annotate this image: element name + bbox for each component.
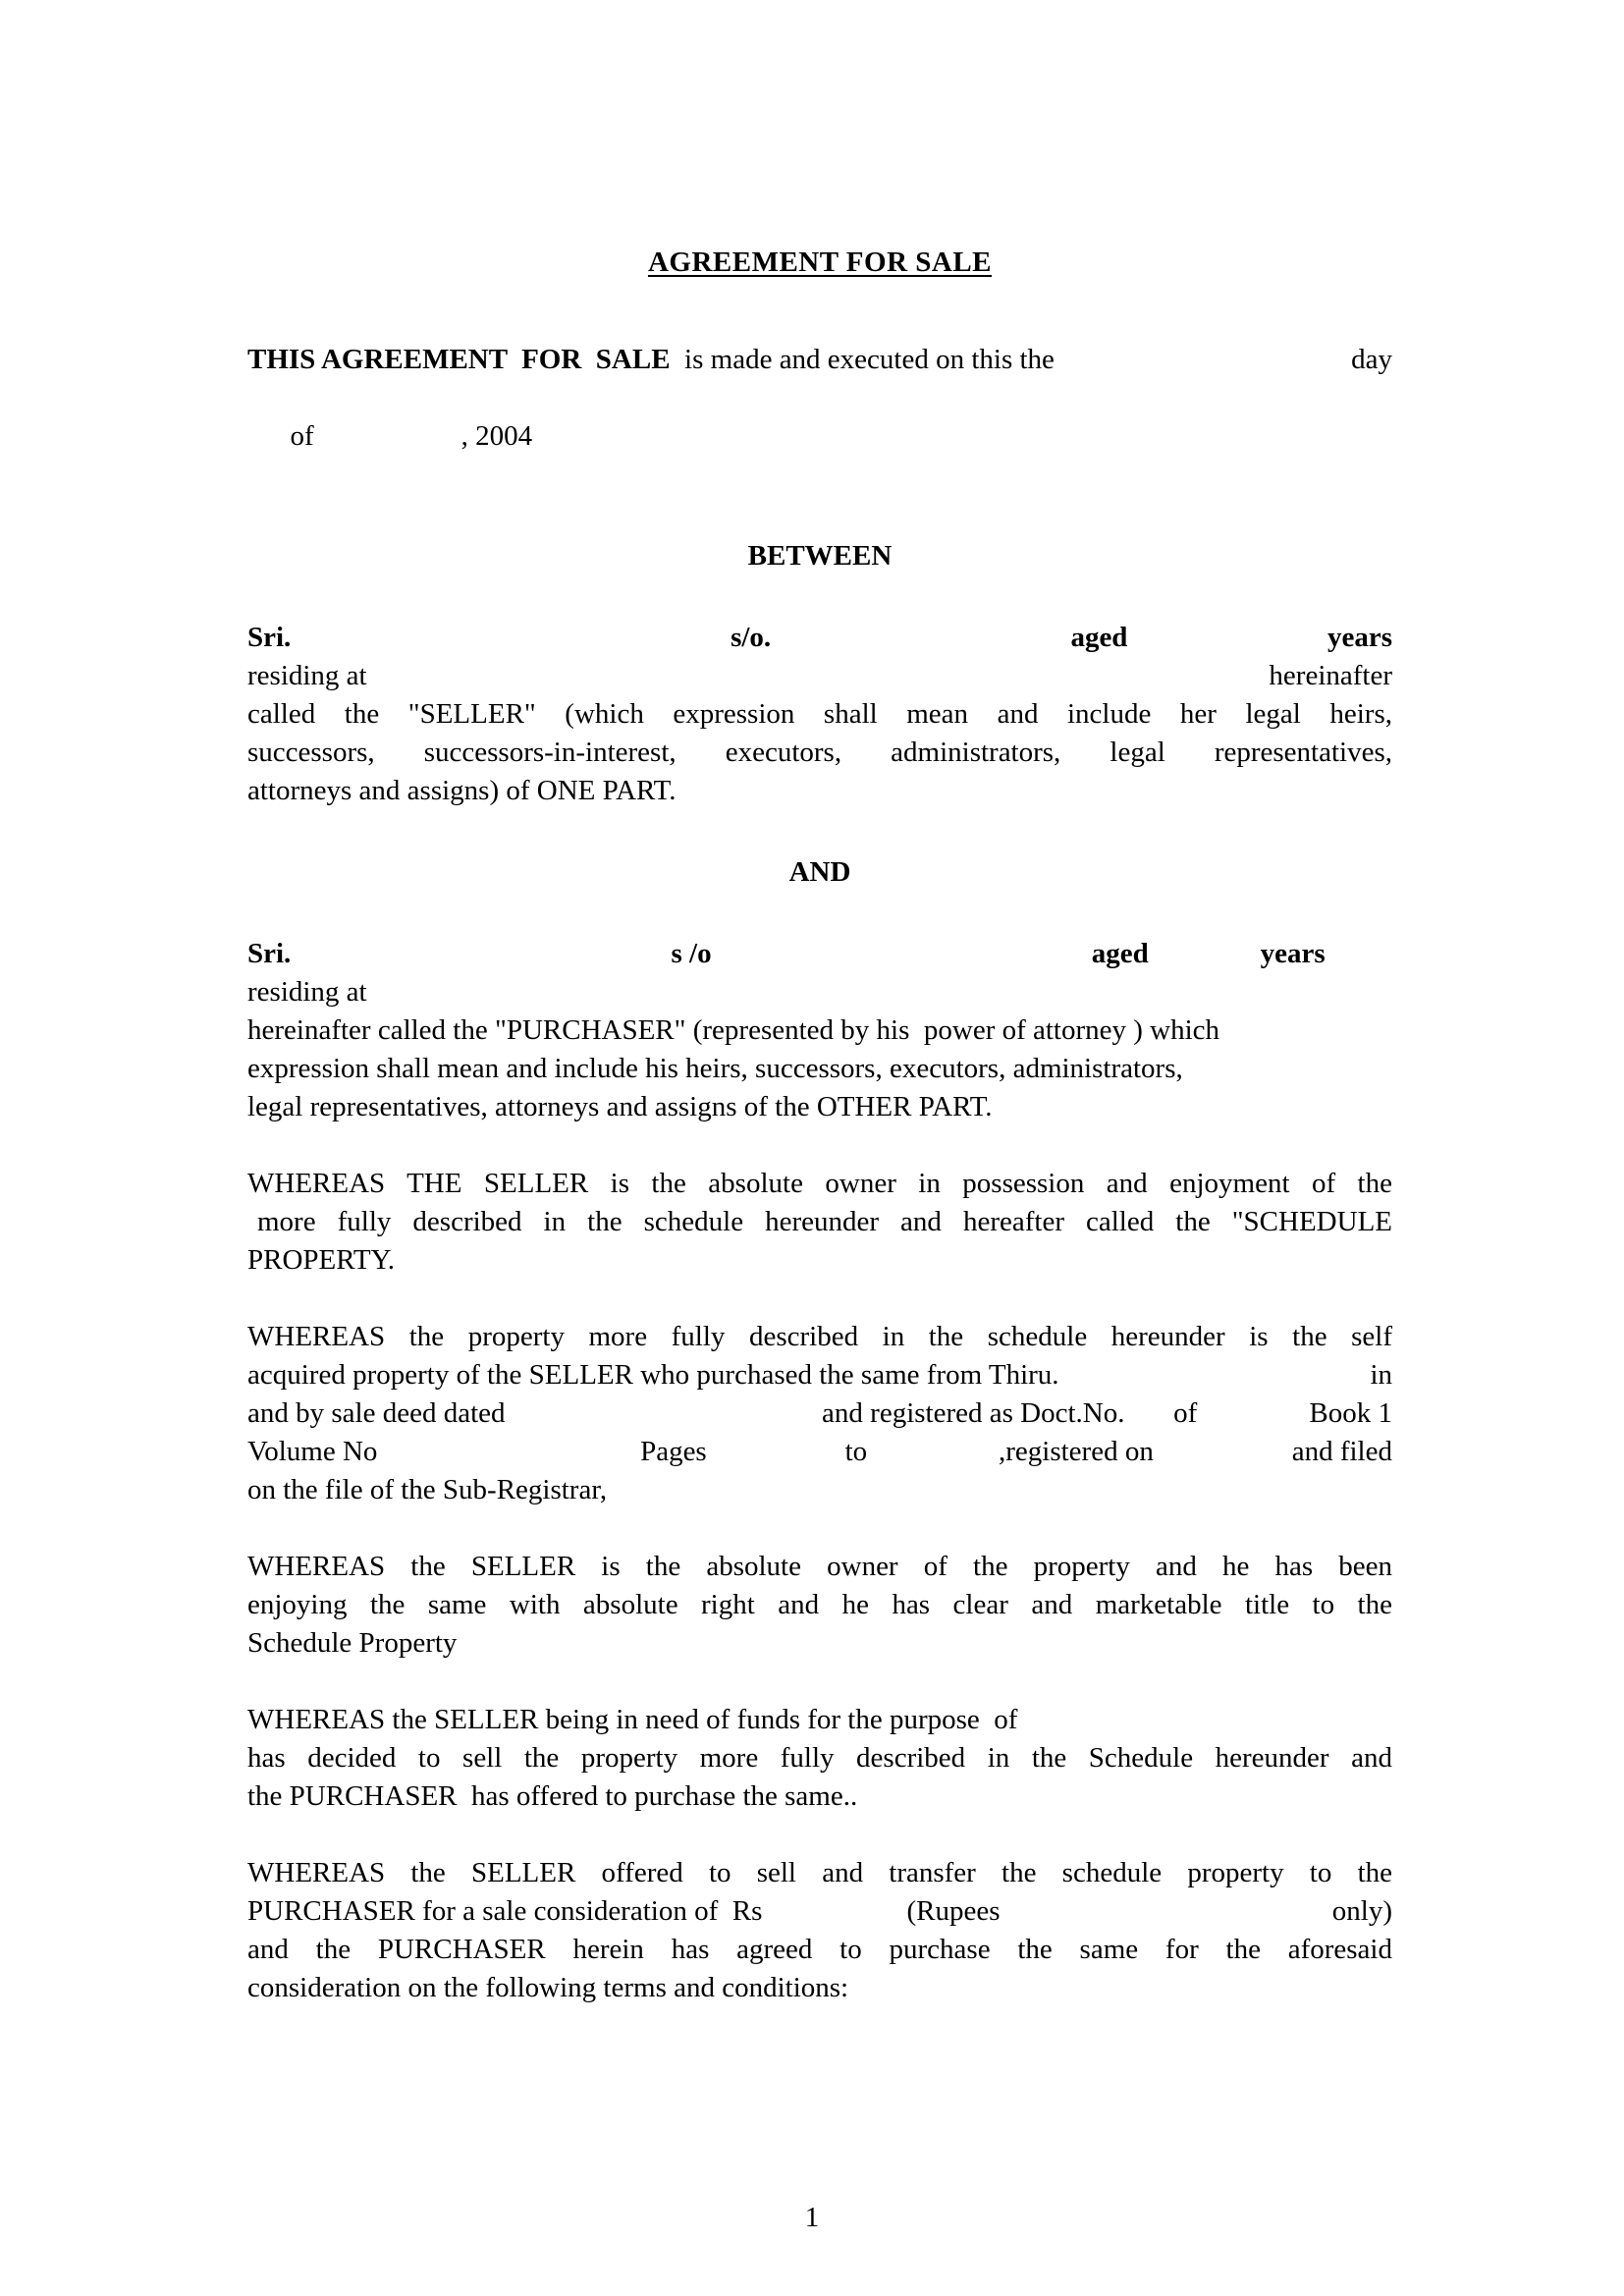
- whereas-consideration-line-4: consideration on the following terms and conditions:: [247, 1972, 849, 2003]
- blank-pages-from-field: [707, 1433, 845, 1471]
- whereas-acquisition-line-3: [247, 1394, 1392, 1433]
- consideration-rupees-text: (Rupees: [906, 1895, 1001, 1927]
- purchaser-line-1: [247, 935, 1392, 973]
- clause-seller: [247, 619, 1392, 810]
- opening-year-text: , 2004: [460, 420, 533, 452]
- whereas-title-line-3: Schedule Property: [247, 1627, 458, 1659]
- whereas-acquisition-line-2: [247, 1356, 1392, 1394]
- whereas-funds-line-2: has decided to sell the property more fully described in the Schedule hereunder and: [247, 1742, 1392, 1774]
- blank-month-field: [314, 444, 461, 445]
- acquisition-volume-text: Volume No: [247, 1436, 378, 1467]
- opening-day-word: day: [1351, 344, 1392, 375]
- acquisition-and-filed-text: and filed: [1291, 1436, 1392, 1467]
- purchaser-line-2: residing at: [247, 976, 367, 1008]
- whereas-ownership: [247, 1165, 1392, 1280]
- blank-purchaser-age-field: [1149, 935, 1261, 973]
- blank-pages-to-field: [867, 1433, 999, 1471]
- blank-seller-age-field: [1127, 619, 1327, 657]
- purchaser-line-3: hereinafter called the "PURCHASER" (represented by his power of attorney ) which: [247, 1014, 1220, 1046]
- whereas-consideration-line-2: [247, 1892, 1392, 1931]
- purchaser-line-4: expression shall mean and include his heirs, successors, executors, administrators,: [247, 1053, 1183, 1084]
- heading-and: AND: [788, 856, 851, 888]
- seller-line-1: [247, 619, 1392, 657]
- whereas-acquisition-line-4: [247, 1433, 1392, 1471]
- whereas-ownership-line-2: [247, 1203, 1392, 1241]
- blank-trailing-space: [1326, 935, 1392, 973]
- blank-volume-field: [377, 1433, 640, 1471]
- whereas-funds-line-3: the PURCHASER has offered to purchase the same..: [247, 1780, 858, 1812]
- consideration-rs-text: PURCHASER for a sale consideration of Rs: [247, 1895, 763, 1927]
- seller-years-label: years: [1326, 622, 1392, 653]
- seller-hereinafter-word: hereinafter: [1269, 660, 1392, 691]
- seller-line-2: [247, 657, 1392, 695]
- paragraph-opening: [247, 341, 1392, 494]
- acquisition-doct-no-text: and registered as Doct.No.: [822, 1397, 1125, 1429]
- seller-aged-label: aged: [1070, 622, 1128, 653]
- acquisition-book-text: Book 1: [1309, 1397, 1392, 1429]
- purchaser-line-5: legal representatives, attorneys and assigns of the OTHER PART.: [247, 1091, 993, 1122]
- purchaser-years-label: years: [1260, 938, 1326, 969]
- purchaser-aged-label: aged: [1091, 938, 1149, 969]
- acquisition-in-word: in: [1370, 1359, 1392, 1391]
- purchaser-sri-label: Sri.: [247, 938, 292, 969]
- opening-of-word: of: [290, 420, 314, 452]
- blank-purchaser-name-field: [291, 935, 671, 973]
- consideration-only-text: only): [1331, 1895, 1392, 1927]
- blank-purchaser-father-field: [712, 935, 1092, 973]
- acquisition-to-word: to: [844, 1436, 868, 1467]
- acquisition-deed-dated-text: and by sale deed dated: [247, 1397, 506, 1429]
- blank-year-field: [1197, 1394, 1309, 1433]
- whereas-acquisition-line-1: WHEREAS the property more fully described in the schedule hereunder is the self: [247, 1321, 1392, 1352]
- blank-amount-words-field: [1000, 1892, 1331, 1931]
- acquisition-pages-text: Pages: [640, 1436, 707, 1467]
- clause-purchaser: [247, 935, 1392, 1126]
- seller-sri-label: Sri.: [247, 622, 292, 653]
- opening-line-1-left: [247, 341, 1055, 379]
- blank-deed-date-field: [506, 1394, 823, 1433]
- blank-seller-name-field: [291, 619, 731, 657]
- opening-made-text: is made and executed on this the: [670, 344, 1055, 375]
- page-number: 1: [804, 2202, 820, 2233]
- purchaser-so-label: s /o: [671, 938, 712, 969]
- seller-residing-label: residing at: [247, 660, 367, 691]
- whereas-funds: [247, 1701, 1392, 1816]
- blank-registered-date-field: [1154, 1433, 1292, 1471]
- whereas-ownership-line-1: WHEREAS THE SELLER is the absolute owner in possession and enjoyment of the: [247, 1168, 1392, 1199]
- whereas-ownership-line-3: PROPERTY.: [247, 1244, 396, 1276]
- acquisition-of-word: of: [1173, 1397, 1198, 1429]
- whereas-acquisition-line-5: on the file of the Sub-Registrar,: [247, 1474, 608, 1505]
- whereas-consideration-line-3: and the PURCHASER herein has agreed to purchase the same for the aforesaid: [247, 1934, 1392, 1965]
- opening-bold-phrase: THIS AGREEMENT FOR SALE: [247, 344, 671, 375]
- seller-line-5: attorneys and assigns) of ONE PART.: [247, 775, 677, 806]
- acquisition-registered-on-text: ,registered on: [999, 1436, 1154, 1467]
- heading-between: BETWEEN: [747, 540, 893, 572]
- seller-line-4: successors, successors-in-interest, executors, administrators, legal representatives,: [247, 737, 1392, 768]
- whereas-ownership-line-2-text: more fully described in the schedule hereunder and hereafter called the "SCHEDULE: [257, 1206, 1392, 1237]
- whereas-consideration: [247, 1854, 1392, 2007]
- whereas-title: [247, 1548, 1392, 1663]
- seller-so-label: s/o.: [731, 622, 772, 653]
- acquisition-from-text: acquired property of the SELLER who purchased the same from Thiru.: [247, 1359, 1059, 1391]
- blank-doct-no-field: [1124, 1394, 1173, 1433]
- opening-line-2: [247, 379, 1392, 494]
- opening-line-1: [247, 341, 1392, 379]
- whereas-funds-line-1: WHEREAS the SELLER being in need of funds for the purpose of: [247, 1704, 1018, 1735]
- whereas-title-line-1: WHEREAS the SELLER is the absolute owner of the property and he has been: [247, 1551, 1392, 1582]
- whereas-consideration-line-1: WHEREAS the SELLER offered to sell and transfer the schedule property to the: [247, 1857, 1392, 1888]
- document-title: AGREEMENT FOR SALE: [647, 246, 993, 278]
- blank-seller-father-field: [771, 619, 1070, 657]
- whereas-acquisition: [247, 1318, 1392, 1509]
- blank-amount-field: [762, 1892, 906, 1931]
- seller-line-3: called the "SELLER" (which expression shall mean and include her legal heirs,: [247, 698, 1392, 730]
- whereas-title-line-2: enjoying the same with absolute right and he has clear and marketable title to the: [247, 1589, 1392, 1620]
